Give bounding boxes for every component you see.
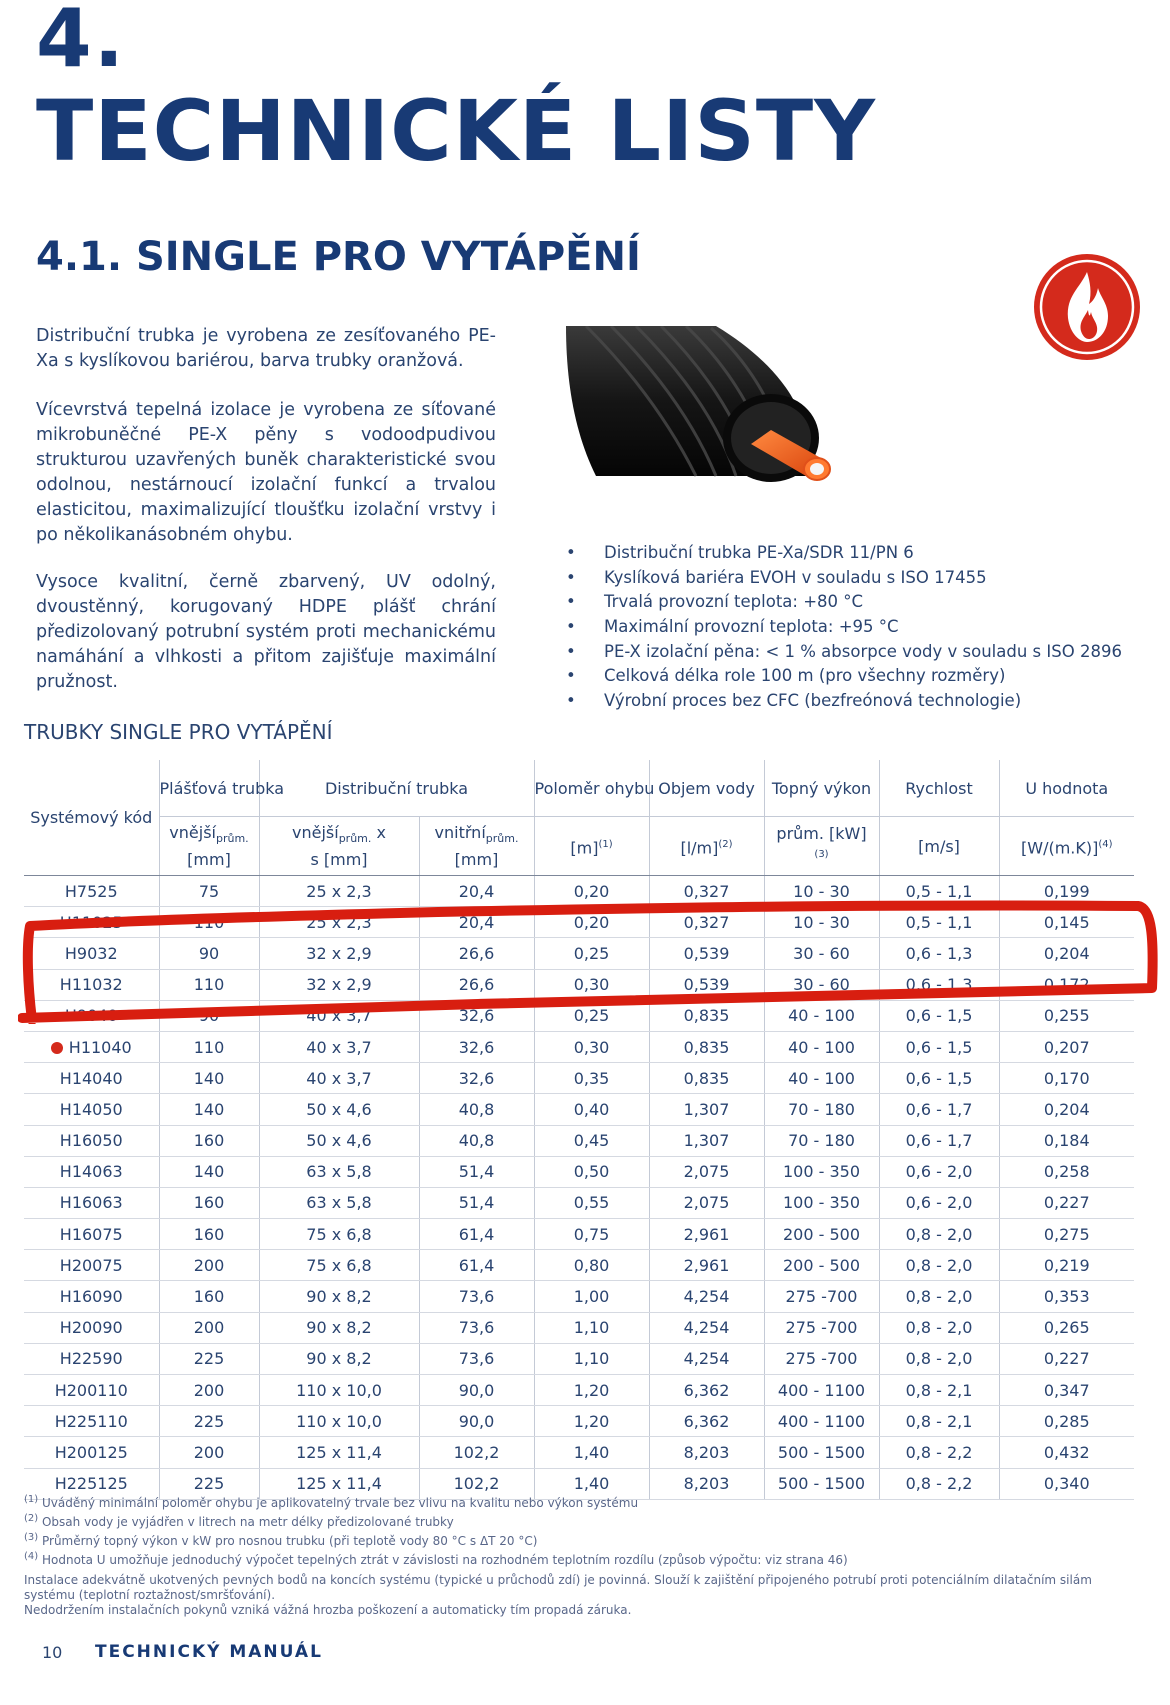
- footnote-3: $^{(3)}$ Průměrný topný výkon v kW pro nosnou trubku (při teplotě vody 80 °C s ΔT 20 °C): [24, 1532, 538, 1548]
- cell-code: H22590: [24, 1343, 159, 1374]
- cell-water-volume: 8,203: [649, 1468, 764, 1499]
- install-note-line-1: Instalace adekvátně ukotvených pevných bodů na koncích systému (typické u průchodů zdí) je povinná. Slouží k zajištění připojeného potrubí proti potenciálním dilatačním silám systému (teplotní roztažnost/smršťování).: [24, 1573, 1092, 1602]
- header-u-unit: $[W/(m.K)]^{(4)}$: [999, 817, 1134, 876]
- cell-dist-inner: 26,6: [419, 969, 534, 1000]
- header-dist-inner: vnitřní$_{prům.}$ [mm]: [419, 817, 534, 876]
- cell-u-value: 0,258: [999, 1156, 1134, 1187]
- cell-speed: 0,8 - 2,0: [879, 1250, 999, 1281]
- cell-speed: 0,8 - 2,1: [879, 1406, 999, 1437]
- table-row: [24, 1343, 1134, 1374]
- cell-dist-outer: 75 x 6,8: [259, 1219, 419, 1250]
- cell-dist-inner: 32,6: [419, 1031, 534, 1062]
- cell-water-volume: 1,307: [649, 1125, 764, 1156]
- cell-dist-outer: 32 x 2,9: [259, 938, 419, 969]
- cell-water-volume: 1,307: [649, 1094, 764, 1125]
- feature-item: [560, 566, 1122, 591]
- cell-jacket-outer: 110: [159, 969, 259, 1000]
- cell-dist-inner: 51,4: [419, 1187, 534, 1218]
- cell-jacket-outer: 140: [159, 1063, 259, 1094]
- footnote-1: $^{(1)}$ Uváděný minimální poloměr ohybu je aplikovatelný trvale bez vlivu na kvalitu nebo výkon systému: [24, 1494, 639, 1510]
- cell-dist-inner: 26,6: [419, 938, 534, 969]
- cell-water-volume: 0,835: [649, 1000, 764, 1031]
- cell-heat-output: 30 - 60: [764, 969, 879, 1000]
- bullet: •: [566, 666, 576, 686]
- cell-bend-radius: 1,40: [534, 1468, 649, 1499]
- cell-bend-radius: 0,20: [534, 876, 649, 907]
- cell-jacket-outer: 160: [159, 1125, 259, 1156]
- cell-code: H20090: [24, 1312, 159, 1343]
- footnote-2: $^{(2)}$ Obsah vody je vyjádřen v litrech na metr délky předizolované trubky: [24, 1513, 454, 1529]
- cell-dist-inner: 61,4: [419, 1250, 534, 1281]
- fire-icon: [1032, 252, 1142, 362]
- cell-water-volume: 6,362: [649, 1406, 764, 1437]
- cell-speed: 0,8 - 2,0: [879, 1281, 999, 1312]
- cell-jacket-outer: 160: [159, 1281, 259, 1312]
- cell-dist-inner: 51,4: [419, 1156, 534, 1187]
- cell-dist-outer: 50 x 4,6: [259, 1094, 419, 1125]
- cell-speed: 0,6 - 2,0: [879, 1187, 999, 1218]
- table-row: [24, 1312, 1134, 1343]
- header-bend: Poloměr ohybu: [534, 760, 649, 817]
- table-title: TRUBKY SINGLE PRO VYTÁPĚNÍ: [24, 720, 333, 744]
- cell-dist-outer: 90 x 8,2: [259, 1281, 419, 1312]
- cell-speed: 0,8 - 2,2: [879, 1468, 999, 1499]
- cell-code: H11040: [24, 1031, 159, 1062]
- cell-bend-radius: 0,35: [534, 1063, 649, 1094]
- cell-jacket-outer: 225: [159, 1406, 259, 1437]
- cell-heat-output: 200 - 500: [764, 1219, 879, 1250]
- footnote-4: $^{(4)}$ Hodnota U umožňuje jednoduchý výpočet tepelných ztrát v závislosti na rozhodném teplotním rozdílu (způsob výpočtu: viz strana 46): [24, 1551, 848, 1567]
- cell-u-value: 0,172: [999, 969, 1134, 1000]
- cell-u-value: 0,204: [999, 938, 1134, 969]
- feature-item: [560, 541, 1122, 566]
- cell-code: H16090: [24, 1281, 159, 1312]
- cell-dist-inner: 61,4: [419, 1219, 534, 1250]
- cell-dist-inner: 90,0: [419, 1406, 534, 1437]
- cell-heat-output: 40 - 100: [764, 1063, 879, 1094]
- cell-speed: 0,6 - 1,5: [879, 1031, 999, 1062]
- cell-jacket-outer: 160: [159, 1187, 259, 1218]
- cell-heat-output: 400 - 1100: [764, 1375, 879, 1406]
- cell-water-volume: 0,835: [649, 1031, 764, 1062]
- cell-u-value: 0,207: [999, 1031, 1134, 1062]
- header-power: Topný výkon: [764, 760, 879, 817]
- cell-bend-radius: 0,50: [534, 1156, 649, 1187]
- cell-water-volume: 0,539: [649, 938, 764, 969]
- cell-heat-output: 40 - 100: [764, 1000, 879, 1031]
- pipe-image: [566, 326, 856, 512]
- cell-speed: 0,8 - 2,1: [879, 1375, 999, 1406]
- header-jacket-outer: vnější$_{prům.}$ [mm]: [159, 817, 259, 876]
- cell-speed: 0,6 - 1,5: [879, 1063, 999, 1094]
- cell-water-volume: 2,075: [649, 1187, 764, 1218]
- header-speed: Rychlost: [879, 760, 999, 817]
- cell-water-volume: 0,327: [649, 907, 764, 938]
- cell-dist-outer: 50 x 4,6: [259, 1125, 419, 1156]
- cell-dist-outer: 40 x 3,7: [259, 1000, 419, 1031]
- cell-heat-output: 275 -700: [764, 1312, 879, 1343]
- table-row: [24, 1156, 1134, 1187]
- install-note-line-2: Nedodržením instalačních pokynů vzniká vážná hrozba poškození a automaticky tím propadá záruka.: [24, 1603, 632, 1617]
- cell-water-volume: 0,539: [649, 969, 764, 1000]
- cell-speed: 0,8 - 2,0: [879, 1219, 999, 1250]
- cell-dist-outer: 25 x 2,3: [259, 876, 419, 907]
- cell-speed: 0,6 - 1,5: [879, 1000, 999, 1031]
- header-code: Systémový kód: [24, 760, 159, 876]
- cell-jacket-outer: 200: [159, 1312, 259, 1343]
- cell-dist-inner: 102,2: [419, 1437, 534, 1468]
- page-number: 10: [42, 1643, 63, 1662]
- chapter-title: TECHNICKÉ LISTY: [36, 82, 876, 180]
- cell-u-value: 0,275: [999, 1219, 1134, 1250]
- cell-bend-radius: 0,40: [534, 1094, 649, 1125]
- cell-bend-radius: 0,55: [534, 1187, 649, 1218]
- table-row: [24, 1219, 1134, 1250]
- cell-bend-radius: 0,20: [534, 907, 649, 938]
- cell-bend-radius: 0,25: [534, 938, 649, 969]
- cell-dist-inner: 90,0: [419, 1375, 534, 1406]
- feature-list: [560, 541, 1122, 714]
- cell-code: H225125: [24, 1468, 159, 1499]
- cell-code: H14040: [24, 1063, 159, 1094]
- cell-bend-radius: 0,30: [534, 969, 649, 1000]
- feature-item: [560, 664, 1122, 689]
- cell-code: H7525: [24, 876, 159, 907]
- cell-heat-output: 10 - 30: [764, 907, 879, 938]
- cell-water-volume: 4,254: [649, 1312, 764, 1343]
- cell-u-value: 0,285: [999, 1406, 1134, 1437]
- cell-bend-radius: 1,10: [534, 1343, 649, 1374]
- cell-water-volume: 6,362: [649, 1375, 764, 1406]
- cell-u-value: 0,184: [999, 1125, 1134, 1156]
- cell-u-value: 0,227: [999, 1343, 1134, 1374]
- cell-jacket-outer: 160: [159, 1219, 259, 1250]
- cell-dist-inner: 102,2: [419, 1468, 534, 1499]
- cell-u-value: 0,340: [999, 1468, 1134, 1499]
- table-row: [24, 1031, 1134, 1062]
- feature-text: Výrobní proces bez CFC (bezfreónová technologie): [604, 691, 1022, 711]
- spec-table: [24, 760, 1134, 1500]
- header-speed-unit: [m/s]: [879, 817, 999, 876]
- highlight-annotation: [18, 898, 1160, 1024]
- cell-dist-outer: 110 x 10,0: [259, 1406, 419, 1437]
- cell-speed: 0,6 - 1,3: [879, 938, 999, 969]
- header-jacket: Plášťová trubka: [159, 760, 259, 817]
- cell-dist-inner: 20,4: [419, 907, 534, 938]
- cell-heat-output: 70 - 180: [764, 1094, 879, 1125]
- cell-dist-outer: 125 x 11,4: [259, 1437, 419, 1468]
- cell-bend-radius: 0,30: [534, 1031, 649, 1062]
- cell-water-volume: 0,327: [649, 876, 764, 907]
- cell-dist-inner: 73,6: [419, 1281, 534, 1312]
- bullet: •: [566, 592, 576, 612]
- intro-paragraph-1: Distribuční trubka je vyrobena ze zesíťovaného PE-Xa s kyslíkovou bariérou, barva trubky oranžová.: [36, 326, 496, 371]
- cell-jacket-outer: 140: [159, 1094, 259, 1125]
- cell-water-volume: 2,961: [649, 1250, 764, 1281]
- cell-water-volume: 4,254: [649, 1281, 764, 1312]
- header-dist-outer: vnější$_{prům.}$ x s [mm]: [259, 817, 419, 876]
- table-row: [24, 1250, 1134, 1281]
- cell-speed: 0,6 - 1,7: [879, 1125, 999, 1156]
- cell-jacket-outer: 110: [159, 907, 259, 938]
- cell-dist-outer: 75 x 6,8: [259, 1250, 419, 1281]
- cell-u-value: 0,145: [999, 907, 1134, 938]
- cell-speed: 0,6 - 2,0: [879, 1156, 999, 1187]
- feature-text: Celková délka role 100 m (pro všechny rozměry): [604, 666, 1006, 686]
- feature-item: [560, 689, 1122, 714]
- cell-heat-output: 200 - 500: [764, 1250, 879, 1281]
- cell-u-value: 0,432: [999, 1437, 1134, 1468]
- intro-paragraph-3: Vysoce kvalitní, černě zbarvený, UV odolný, dvoustěnný, korugovaný HDPE plášť chrání předizolovaný potrubní systém proti mechanickému namáhání a vlhkosti a přitom zajišťuje maximální pružnost.: [36, 572, 496, 692]
- feature-item: [560, 590, 1122, 615]
- cell-dist-outer: 25 x 2,3: [259, 907, 419, 938]
- bullet: •: [566, 617, 576, 637]
- cell-jacket-outer: 200: [159, 1375, 259, 1406]
- cell-code: H14050: [24, 1094, 159, 1125]
- cell-u-value: 0,353: [999, 1281, 1134, 1312]
- cell-dist-inner: 40,8: [419, 1125, 534, 1156]
- cell-dist-inner: 20,4: [419, 876, 534, 907]
- footnotes: [24, 1492, 848, 1568]
- cell-dist-inner: 32,6: [419, 1063, 534, 1094]
- cell-bend-radius: 0,45: [534, 1125, 649, 1156]
- bullet: •: [566, 641, 576, 661]
- table-row: [24, 1406, 1134, 1437]
- table-row: [24, 1281, 1134, 1312]
- cell-heat-output: 500 - 1500: [764, 1468, 879, 1499]
- feature-text: PE-X izolační pěna: < 1 % absorpce vody v souladu s ISO 2896: [604, 641, 1122, 661]
- cell-bend-radius: 1,10: [534, 1312, 649, 1343]
- cell-heat-output: 500 - 1500: [764, 1437, 879, 1468]
- manual-title: TECHNICKÝ MANUÁL: [95, 1642, 323, 1662]
- cell-water-volume: 2,075: [649, 1156, 764, 1187]
- cell-bend-radius: 1,00: [534, 1281, 649, 1312]
- cell-jacket-outer: 90: [159, 938, 259, 969]
- cell-code: H200110: [24, 1375, 159, 1406]
- cell-code: H11032: [24, 969, 159, 1000]
- cell-u-value: 0,227: [999, 1187, 1134, 1218]
- cell-dist-inner: 73,6: [419, 1312, 534, 1343]
- header-bend-unit: $[m]^{(1)}$: [534, 817, 649, 876]
- cell-heat-output: 100 - 350: [764, 1187, 879, 1218]
- feature-text: Kyslíková bariéra EVOH v souladu s ISO 17455: [604, 567, 987, 587]
- cell-water-volume: 2,961: [649, 1219, 764, 1250]
- cell-u-value: 0,170: [999, 1063, 1134, 1094]
- cell-u-value: 0,219: [999, 1250, 1134, 1281]
- cell-speed: 0,8 - 2,0: [879, 1312, 999, 1343]
- cell-code: H11025: [24, 907, 159, 938]
- cell-bend-radius: 1,40: [534, 1437, 649, 1468]
- cell-code: H16050: [24, 1125, 159, 1156]
- header-water: Objem vody: [649, 760, 764, 817]
- cell-heat-output: 100 - 350: [764, 1156, 879, 1187]
- red-dot-marker: [51, 1042, 63, 1054]
- feature-text: Maximální provozní teplota: +95 °C: [604, 617, 899, 637]
- table-row: [24, 1187, 1134, 1218]
- cell-bend-radius: 0,25: [534, 1000, 649, 1031]
- cell-heat-output: 40 - 100: [764, 1031, 879, 1062]
- cell-u-value: 0,265: [999, 1312, 1134, 1343]
- cell-jacket-outer: 225: [159, 1468, 259, 1499]
- cell-jacket-outer: 140: [159, 1156, 259, 1187]
- cell-code: H9040: [24, 1000, 159, 1031]
- cell-dist-outer: 90 x 8,2: [259, 1312, 419, 1343]
- cell-code: H16063: [24, 1187, 159, 1218]
- table-row: [24, 1063, 1134, 1094]
- cell-jacket-outer: 90: [159, 1000, 259, 1031]
- cell-code: H16075: [24, 1219, 159, 1250]
- cell-heat-output: 400 - 1100: [764, 1406, 879, 1437]
- cell-dist-outer: 40 x 3,7: [259, 1063, 419, 1094]
- cell-speed: 0,5 - 1,1: [879, 907, 999, 938]
- cell-u-value: 0,199: [999, 876, 1134, 907]
- cell-speed: 0,5 - 1,1: [879, 876, 999, 907]
- cell-bend-radius: 1,20: [534, 1375, 649, 1406]
- cell-dist-outer: 32 x 2,9: [259, 969, 419, 1000]
- cell-speed: 0,8 - 2,0: [879, 1343, 999, 1374]
- cell-jacket-outer: 200: [159, 1250, 259, 1281]
- cell-heat-output: 30 - 60: [764, 938, 879, 969]
- cell-jacket-outer: 200: [159, 1437, 259, 1468]
- cell-jacket-outer: 75: [159, 876, 259, 907]
- cell-dist-outer: 63 x 5,8: [259, 1156, 419, 1187]
- cell-dist-inner: 32,6: [419, 1000, 534, 1031]
- header-u: U hodnota: [999, 760, 1134, 817]
- table-row: [24, 1094, 1134, 1125]
- bullet: •: [566, 543, 576, 562]
- cell-code: H20075: [24, 1250, 159, 1281]
- intro-paragraph-2: Vícevrstvá tepelná izolace je vyrobena ze síťované mikrobuněčné PE-X pěny s vodoodpudivou strukturou uzavřených buněk charakteristické svou odolnou, nestárnoucí izolační funkcí a trvalou elasticitou, maximalizující tloušťku izolační vrstvy i po několikanásobném ohybu.: [36, 400, 496, 545]
- cell-u-value: 0,204: [999, 1094, 1134, 1125]
- cell-dist-outer: 63 x 5,8: [259, 1187, 419, 1218]
- cell-dist-inner: 73,6: [419, 1343, 534, 1374]
- cell-u-value: 0,255: [999, 1000, 1134, 1031]
- cell-dist-outer: 40 x 3,7: [259, 1031, 419, 1062]
- cell-jacket-outer: 225: [159, 1343, 259, 1374]
- cell-speed: 0,6 - 1,3: [879, 969, 999, 1000]
- cell-code: H225110: [24, 1406, 159, 1437]
- cell-dist-inner: 40,8: [419, 1094, 534, 1125]
- feature-text: Distribuční trubka PE-Xa/SDR 11/PN 6: [604, 543, 914, 562]
- cell-code: H9032: [24, 938, 159, 969]
- cell-heat-output: 275 -700: [764, 1281, 879, 1312]
- chapter-number: 4.: [36, 0, 127, 85]
- section-title: 4.1. SINGLE PRO VYTÁPĚNÍ: [36, 234, 641, 280]
- install-note: [24, 1573, 1114, 1618]
- cell-bend-radius: 0,75: [534, 1219, 649, 1250]
- feature-item: [560, 640, 1122, 665]
- cell-jacket-outer: 110: [159, 1031, 259, 1062]
- cell-speed: 0,8 - 2,2: [879, 1437, 999, 1468]
- feature-text: Trvalá provozní teplota: +80 °C: [604, 592, 864, 612]
- cell-water-volume: 8,203: [649, 1437, 764, 1468]
- table-row: [24, 1125, 1134, 1156]
- cell-dist-outer: 90 x 8,2: [259, 1343, 419, 1374]
- cell-water-volume: 4,254: [649, 1343, 764, 1374]
- cell-heat-output: 70 - 180: [764, 1125, 879, 1156]
- header-water-unit: $[l/m]^{(2)}$: [649, 817, 764, 876]
- cell-speed: 0,6 - 1,7: [879, 1094, 999, 1125]
- cell-dist-outer: 110 x 10,0: [259, 1375, 419, 1406]
- header-dist: Distribuční trubka: [259, 760, 534, 817]
- cell-dist-outer: 125 x 11,4: [259, 1468, 419, 1499]
- bullet: •: [566, 567, 576, 587]
- header-power-unit: prům. [kW] $^{(3)}$: [764, 817, 879, 876]
- table-row: [24, 1375, 1134, 1406]
- cell-heat-output: 10 - 30: [764, 876, 879, 907]
- cell-water-volume: 0,835: [649, 1063, 764, 1094]
- cell-code: H200125: [24, 1437, 159, 1468]
- cell-code: H14063: [24, 1156, 159, 1187]
- bullet: •: [566, 691, 576, 711]
- cell-bend-radius: 1,20: [534, 1406, 649, 1437]
- table-row: [24, 1437, 1134, 1468]
- feature-item: [560, 615, 1122, 640]
- cell-u-value: 0,347: [999, 1375, 1134, 1406]
- cell-bend-radius: 0,80: [534, 1250, 649, 1281]
- cell-heat-output: 275 -700: [764, 1343, 879, 1374]
